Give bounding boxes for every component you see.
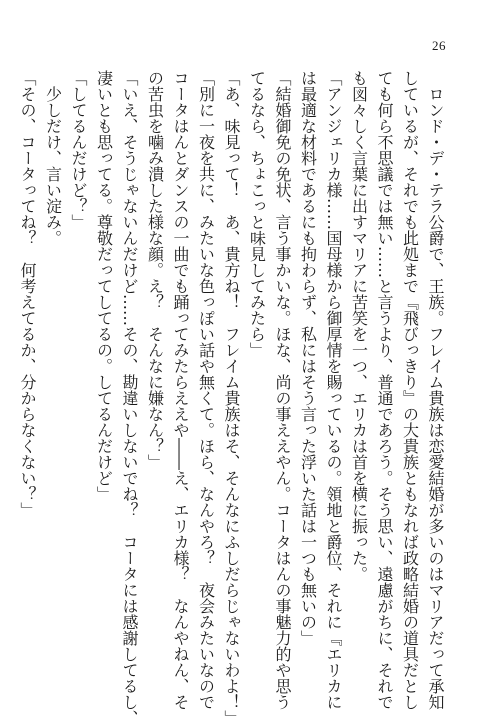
text-line: も図々しく言葉に出すマリアに苦笑を一つ、エリカは首を横に振った。 (349, 70, 369, 582)
text-line: ロンド・デ・テラ公爵で、王族。フレイム貴族は恋愛結婚が多いのはマリアだって承知 (426, 70, 445, 710)
text-line: 「別に一夜を共に、みたいな色っぽい話や無くて。ほら、なんやろ？ 夜会みたいなので (196, 70, 216, 710)
text-line: 「いえ、そうじゃないんだけど……その、勘違いしないでね？ コータには感謝してるし、 (120, 70, 139, 726)
text-line: 少しだけ、言い淀み。 (43, 70, 63, 246)
text-line: 「してるんだけど？」 (69, 70, 88, 230)
page-number: 26 (432, 38, 446, 53)
text-line: の苦虫を噛み潰した様な顔。え？ そんなに嫌なん？」 (145, 70, 165, 470)
text-line: 凄いとも思ってる。尊敬だってしてるの。してるんだけど」 (94, 70, 114, 502)
text-line: ても何ら不思議では無い……と言うより、普通であろう。そう思い、遠慮がちに、それで (375, 70, 394, 710)
text-line: てるなら、ちょこっと味見してみたら」 (247, 70, 267, 358)
text-line: は最適な材料であるにも拘わらず、私にはそう言った浮いた話は一つも無いの」 (298, 70, 318, 646)
text-line: 「アンジェリカ様……国母様から御厚情を賜っているの。領地と爵位、それに『エリカに (324, 70, 343, 710)
text-line: 「結婚御免の免状、言う事かいな。ほな、尚の事ええやん。コータはんの事魅力的や思う (273, 70, 292, 710)
novel-text-block (18, 70, 448, 726)
text-line: 「その、コータってね？ 何考えてるか、分からなくない？」 (18, 70, 37, 518)
text-line: しているが、それでも此処まで『飛びっきり』の大貴族ともなれば政略結婚の道具だとし (400, 70, 420, 710)
text-line: 「あ、味見って！ あ、貴方ね！ フレイム貴族はそ、そんなにふしだらじゃないわよ！」 (222, 70, 241, 726)
text-line: コータはんとダンスの一曲でも踊ってみたらええや――え、エリカ様？ なんやねん、そ (171, 70, 190, 710)
